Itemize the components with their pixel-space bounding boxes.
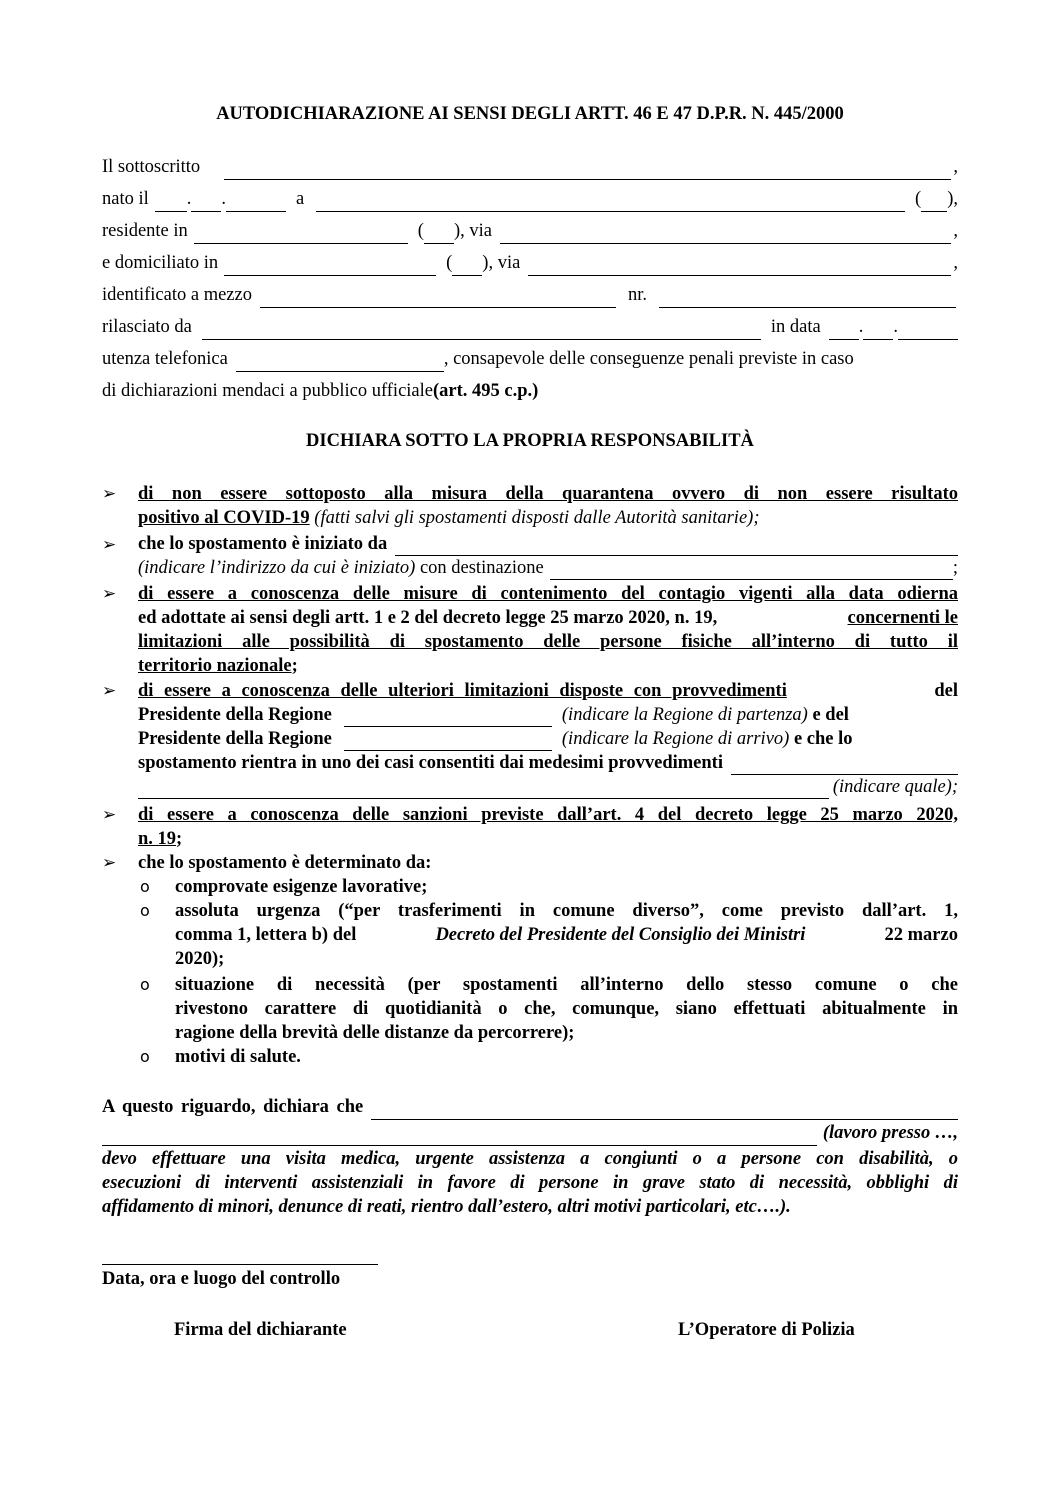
b5-n19: n. 19 — [138, 829, 177, 849]
b4-che-lo: e che lo — [789, 729, 853, 749]
arrow-bullet-icon: ➢ — [102, 584, 117, 604]
dot: . — [893, 317, 898, 337]
o2-line3: 2020); — [175, 949, 225, 969]
option-circle-icon[interactable]: o — [140, 1047, 150, 1066]
destination-field[interactable] — [550, 560, 953, 580]
provvedimento-field-cont[interactable] — [138, 779, 829, 799]
a-label: a — [296, 189, 305, 209]
option-circle-icon[interactable]: o — [140, 901, 150, 920]
nato-label: nato il — [102, 189, 149, 209]
sottoscritto-field[interactable] — [224, 160, 951, 180]
rilasciato-label: rilasciato da — [102, 317, 192, 337]
option-circle-icon[interactable]: o — [140, 975, 150, 994]
residente-row — [102, 218, 958, 244]
region-departure-field[interactable] — [344, 707, 552, 727]
residence-province-field[interactable] — [424, 224, 454, 244]
utenza-row — [102, 346, 958, 372]
paren-open: ( — [915, 189, 922, 209]
b4-e-del: e del — [807, 705, 849, 725]
provvedimento-field[interactable] — [731, 755, 958, 775]
b3-line2: ed adottate ai sensi degli artt. 1 e 2 del decreto legge 25 marzo 2020, n. 19, — [138, 608, 722, 628]
mendaci-row — [102, 378, 958, 404]
nato-row — [102, 186, 958, 212]
b4-del: del — [929, 681, 958, 701]
b5-line1: di essere a conoscenza delle sanzioni previste dall’art. 4 del decreto legge 25 marzo 2020, — [138, 805, 958, 825]
arrow-bullet-icon: ➢ — [102, 805, 117, 825]
region-arrival-field[interactable] — [344, 731, 552, 751]
bullet-motivi — [138, 851, 958, 875]
via-label: ), via — [482, 253, 521, 273]
art-495: (art. 495 c.p.) — [433, 381, 539, 401]
b2-label: che lo spostamento è iniziato da — [138, 534, 388, 554]
riguardo-row — [102, 1094, 958, 1120]
document-title: AUTODICHIARAZIONE AI SENSI DEGLI ARTT. 46 E 47 D.P.R. N. 445/2000 — [216, 104, 844, 124]
domicile-street-field[interactable] — [528, 256, 951, 276]
riguardo-line5: affidamento di minori, denunce di reati, rientro dall’estero, altri motivi particolari, etc….). — [102, 1197, 791, 1217]
riguardo-line3: devo effettuare una visita medica, urgente assistenza a congiunti o a persone con disabilità, o — [102, 1149, 958, 1169]
issue-month-field[interactable] — [863, 320, 893, 340]
birthplace-field[interactable] — [316, 192, 905, 212]
document-number-field[interactable] — [659, 288, 956, 308]
operatore-polizia-label: L’Operatore di Polizia — [678, 1320, 855, 1340]
o3-line2: rivestono carattere di quotidianità o che, comunque, siano effettuati abitualmente in — [175, 999, 958, 1019]
bullet-limitazioni — [138, 679, 958, 799]
b1-covid: positivo al COVID-19 — [138, 508, 310, 528]
b4-arrivo-hint: (indicare la Regione di arrivo) — [561, 729, 790, 749]
b3-line3: limitazioni alle possibilità di spostamento delle persone fisiche all’interno di tutto il — [138, 632, 958, 652]
b1-line1: di non essere sottoposto alla misura della quarantena ovvero di non essere risultato — [138, 484, 958, 504]
option-urgenza — [175, 899, 958, 971]
option-salute — [175, 1045, 958, 1069]
via-label: ), via — [453, 221, 492, 241]
identificato-label: identificato a mezzo — [102, 285, 252, 305]
residence-street-field[interactable] — [500, 224, 951, 244]
domicile-province-field[interactable] — [452, 256, 482, 276]
b3-territorio: territorio nazionale — [138, 656, 292, 676]
origin-address-field[interactable] — [395, 536, 958, 556]
arrow-bullet-icon: ➢ — [102, 853, 117, 873]
dichiara-heading: DICHIARA SOTTO LA PROPRIA RESPONSABILITÀ — [306, 431, 754, 451]
o2-line1: assoluta urgenza (“per trasferimenti in comune diverso”, come previsto dall’art. 1, — [175, 901, 958, 921]
riguardo-field[interactable] — [371, 1100, 958, 1120]
in-data-label: in data — [770, 317, 821, 337]
bullet-spostamento — [138, 532, 958, 580]
o1-text: comprovate esigenze lavorative; — [175, 877, 428, 897]
b2-destinazione: con destinazione — [415, 558, 544, 578]
comma: , — [953, 253, 958, 273]
dot: . — [186, 189, 192, 209]
residente-label: residente in — [102, 221, 188, 241]
b6-line1: che lo spostamento è determinato da: — [138, 853, 432, 873]
paren-open: ( — [446, 253, 453, 273]
data-ora-field[interactable] — [102, 1262, 378, 1265]
paren-close: ), — [947, 189, 958, 209]
bullet-misure — [138, 582, 958, 678]
comma: , — [953, 157, 958, 177]
document-type-field[interactable] — [260, 288, 616, 308]
b4-presidente: Presidente della Regione — [138, 729, 332, 749]
riguardo-row-2 — [102, 1120, 958, 1146]
b4-line4: spostamento rientra in uno dei casi consentiti dai medesimi provvedimenti — [138, 753, 723, 773]
domiciliato-row — [102, 250, 958, 276]
bullet-sanzioni — [138, 803, 958, 851]
riguardo-line4: esecuzioni di interventi assistenziali in favore di persone in grave stato di necessità, obblighi di — [102, 1173, 958, 1193]
nr-label: nr. — [627, 285, 647, 305]
o2-decreto: Decreto del Presidente del Consiglio dei Ministri — [435, 925, 806, 945]
identificato-row — [102, 282, 958, 308]
bullet-quarantena — [138, 482, 958, 530]
arrow-bullet-icon: ➢ — [102, 484, 117, 504]
birth-province-field[interactable] — [921, 192, 947, 212]
issuer-field[interactable] — [202, 320, 761, 340]
issue-day-field[interactable] — [829, 320, 859, 340]
b4-line1: di essere a conoscenza delle ulteriori limitazioni disposte con provvedimenti — [138, 681, 787, 701]
birth-day-field[interactable] — [155, 192, 187, 212]
semicolon: ; — [176, 829, 183, 849]
residence-city-field[interactable] — [194, 224, 408, 244]
dot: . — [858, 317, 864, 337]
mendaci-text: di dichiarazioni mendaci a pubblico ufficiale — [102, 381, 433, 401]
riguardo-field-cont[interactable] — [102, 1126, 817, 1146]
b4-partenza-hint: (indicare la Regione di partenza) — [561, 705, 808, 725]
b4-quale-hint: (indicare quale); — [832, 777, 958, 797]
b3-concernenti: concernenti le — [847, 608, 958, 628]
birth-year-field[interactable] — [226, 192, 286, 212]
option-necessita — [175, 973, 958, 1045]
o3-line1: situazione di necessità (per spostamenti all’interno dello stesso comune o che — [175, 975, 958, 995]
sottoscritto-label: Il sottoscritto — [102, 157, 201, 177]
b1-rest: (fatti salvi gli spostamenti disposti dalle Autorità sanitarie); — [309, 508, 760, 528]
semicolon: ; — [291, 656, 298, 676]
birth-month-field[interactable] — [191, 192, 221, 212]
rilasciato-row — [102, 314, 958, 340]
o2-comma: comma 1, lettera b) del — [175, 925, 361, 945]
lavoro-presso-hint: (lavoro presso …, — [822, 1123, 958, 1143]
consapevole-text: , consapevole delle conseguenze penali previste in caso — [443, 349, 854, 369]
b4-presidente: Presidente della Regione — [138, 705, 332, 725]
o2-marzo: 22 marzo — [879, 925, 958, 945]
comma: , — [953, 221, 958, 241]
option-lavorative — [175, 875, 958, 899]
riguardo-label: A questo riguardo, dichiara che — [102, 1097, 364, 1117]
paren-open: ( — [417, 221, 424, 241]
utenza-label: utenza telefonica — [102, 349, 228, 369]
option-circle-icon[interactable]: o — [140, 877, 150, 896]
firma-dichiarante-label: Firma del dichiarante — [174, 1320, 347, 1340]
sottoscritto-row — [102, 154, 958, 180]
domiciliato-label: e domiciliato in — [102, 253, 219, 273]
o3-line3: ragione della brevità delle distanze da percorrere); — [175, 1023, 575, 1043]
semicolon: ; — [952, 558, 958, 578]
arrow-bullet-icon: ➢ — [102, 535, 117, 555]
o4-text: motivi di salute. — [175, 1047, 301, 1067]
issue-year-field[interactable] — [898, 320, 958, 340]
dot: . — [221, 189, 227, 209]
b2-hint: (indicare l’indirizzo da cui è iniziato) — [138, 558, 416, 578]
phone-field[interactable] — [236, 352, 444, 372]
domicile-city-field[interactable] — [224, 256, 436, 276]
b3-line1: di essere a conoscenza delle misure di contenimento del contagio vigenti alla data odierna — [138, 584, 958, 604]
data-ora-label: Data, ora e luogo del controllo — [102, 1269, 341, 1289]
arrow-bullet-icon: ➢ — [102, 681, 117, 701]
